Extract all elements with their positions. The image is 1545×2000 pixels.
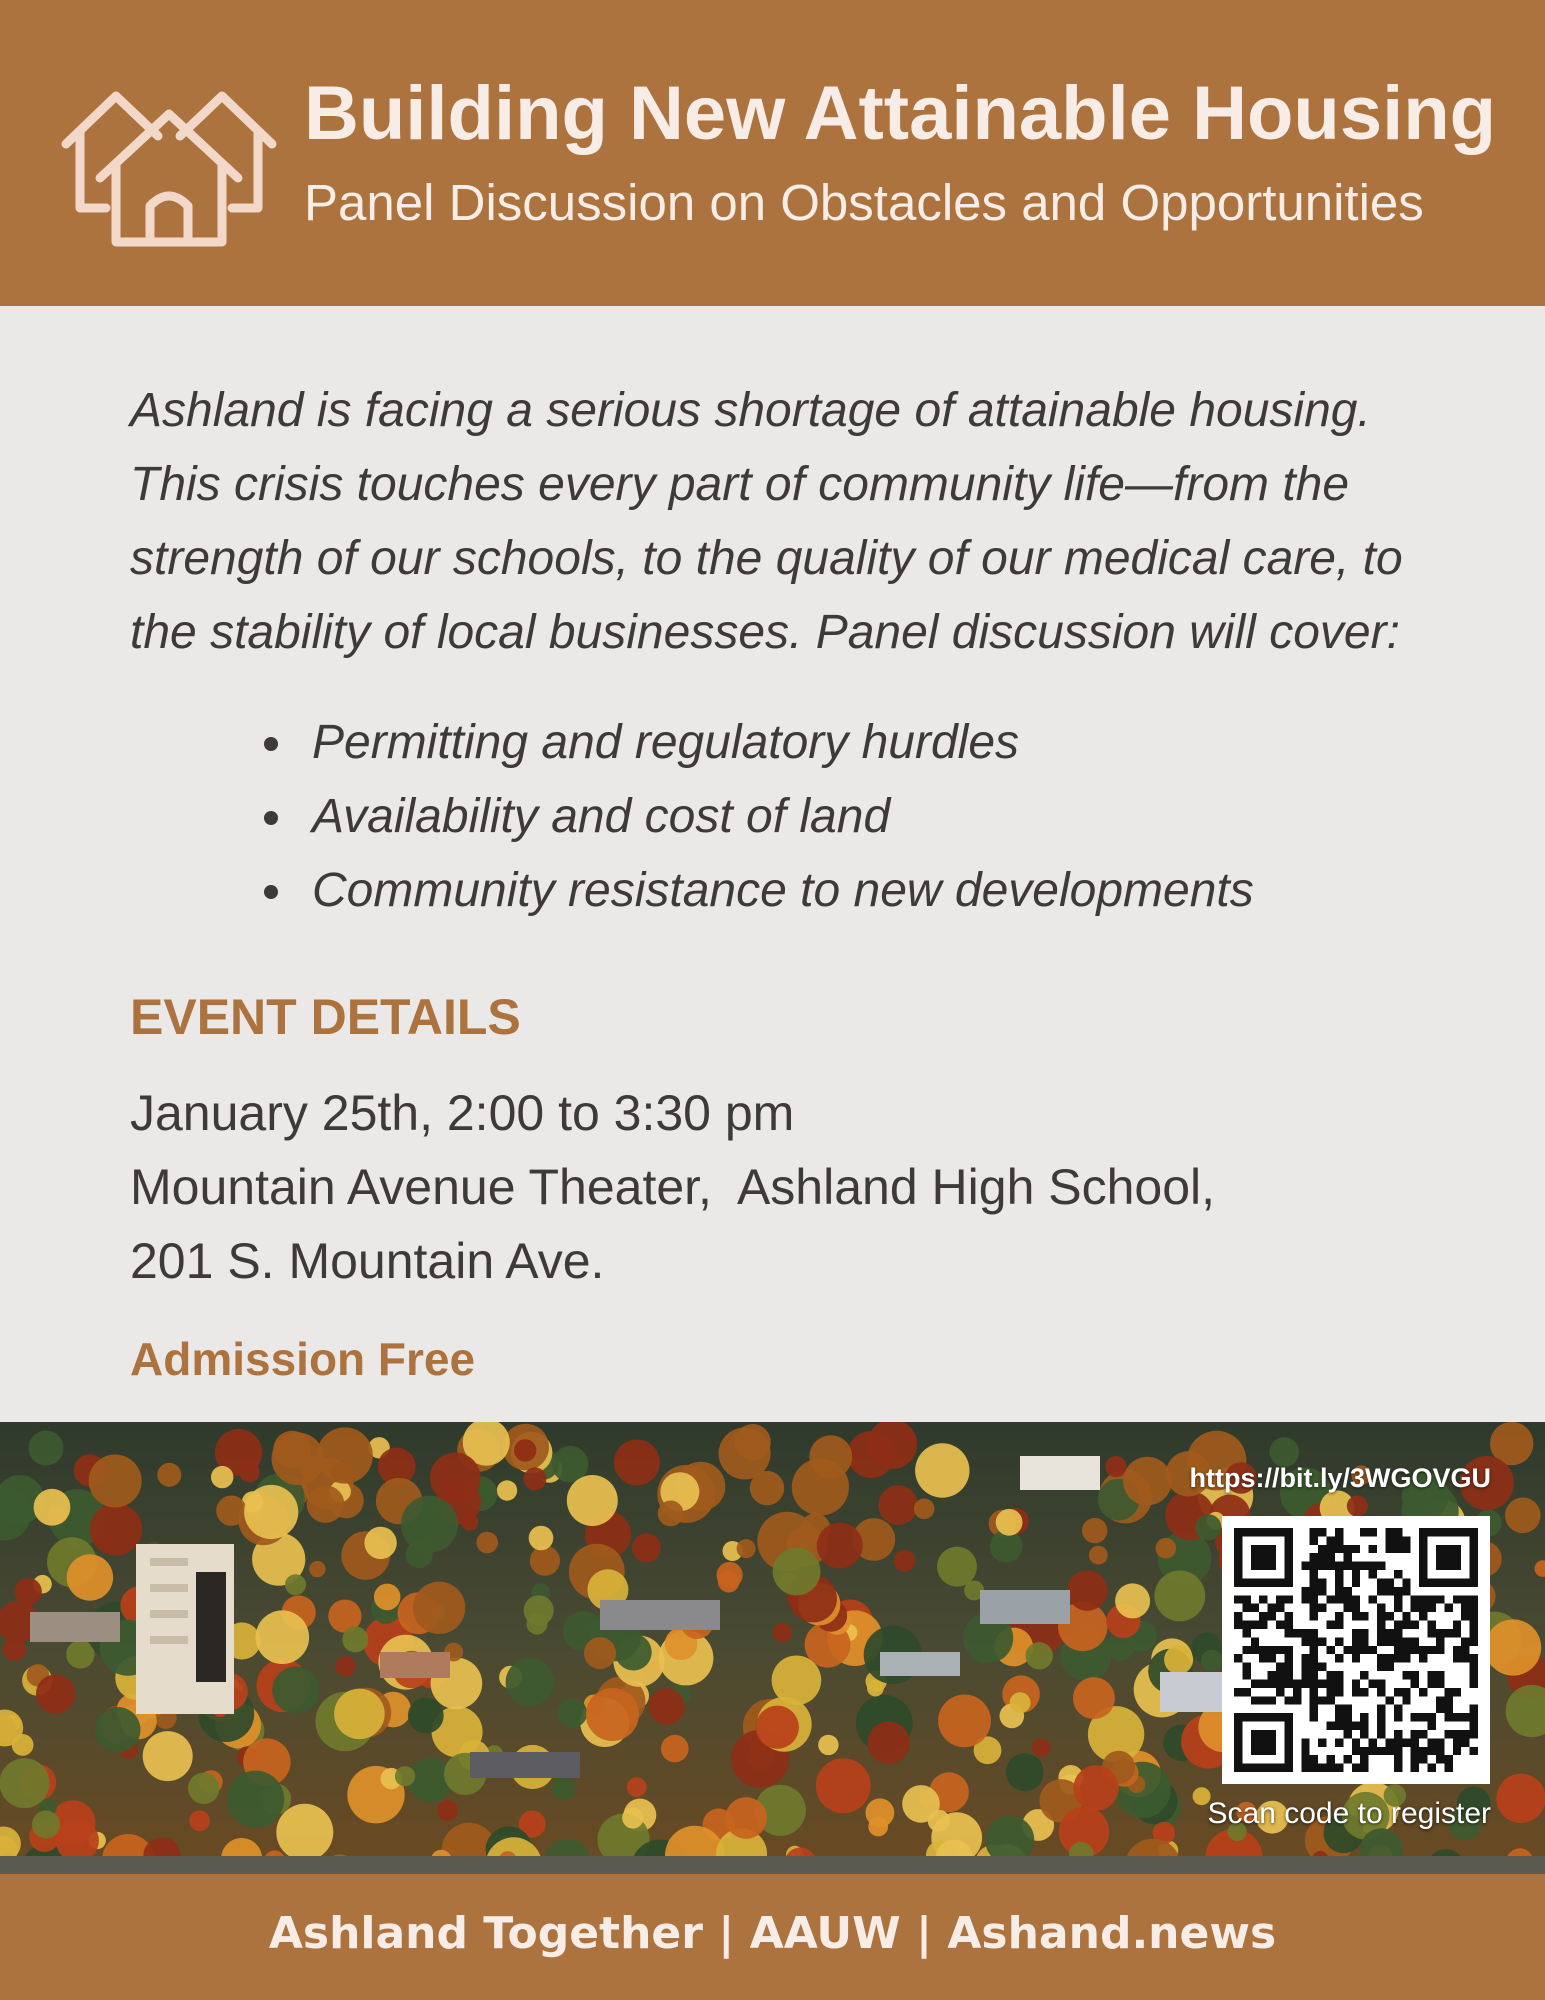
header-banner bbox=[0, 0, 1545, 306]
intro-line: the stability of local businesses. Panel discussion will cover: bbox=[130, 606, 1400, 659]
bullet-icon bbox=[264, 737, 278, 751]
bullet-icon bbox=[264, 811, 278, 825]
intro-line: Ashland is facing a serious shortage of attainable housing. bbox=[130, 384, 1371, 437]
event-details-heading: EVENT DETAILS bbox=[130, 989, 521, 1045]
topic-text: Permitting and regulatory hurdles bbox=[312, 716, 1020, 769]
event-address: 201 S. Mountain Ave. bbox=[130, 1233, 605, 1289]
intro-line: This crisis touches every part of community life—from the bbox=[130, 458, 1350, 511]
bullet-icon bbox=[264, 885, 278, 899]
page-title: Building New Attainable Housing bbox=[304, 71, 1497, 156]
page-subtitle: Panel Discussion on Obstacles and Opportunities bbox=[304, 174, 1424, 231]
footer-sponsors: Ashland Together | AAUW | Ashand.news bbox=[268, 1908, 1277, 1959]
event-date: January 25th, 2:00 to 3:30 pm bbox=[130, 1085, 795, 1141]
qr-code[interactable] bbox=[1222, 1516, 1490, 1784]
houses-icon bbox=[58, 82, 280, 248]
topic-text: Community resistance to new developments bbox=[312, 864, 1254, 917]
topic-list bbox=[258, 706, 1358, 928]
admission-note: Admission Free bbox=[130, 1333, 476, 1385]
qr-caption: Scan code to register bbox=[1207, 1797, 1491, 1830]
footer-banner bbox=[0, 1874, 1545, 2000]
intro-line: strength of our schools, to the quality of our medical care, to bbox=[130, 532, 1403, 585]
list-item bbox=[258, 706, 1358, 780]
event-details bbox=[130, 1076, 1430, 1298]
topic-text: Availability and cost of land bbox=[312, 790, 891, 843]
event-venue: Mountain Avenue Theater, Ashland High School, bbox=[130, 1159, 1216, 1215]
register-url[interactable]: https://bit.ly/3WGOVGU bbox=[1189, 1463, 1491, 1493]
list-item bbox=[258, 780, 1358, 854]
intro-paragraph bbox=[130, 374, 1460, 670]
town-photo bbox=[0, 1422, 1545, 1874]
qr-code-icon bbox=[1234, 1528, 1478, 1772]
list-item bbox=[258, 854, 1358, 928]
